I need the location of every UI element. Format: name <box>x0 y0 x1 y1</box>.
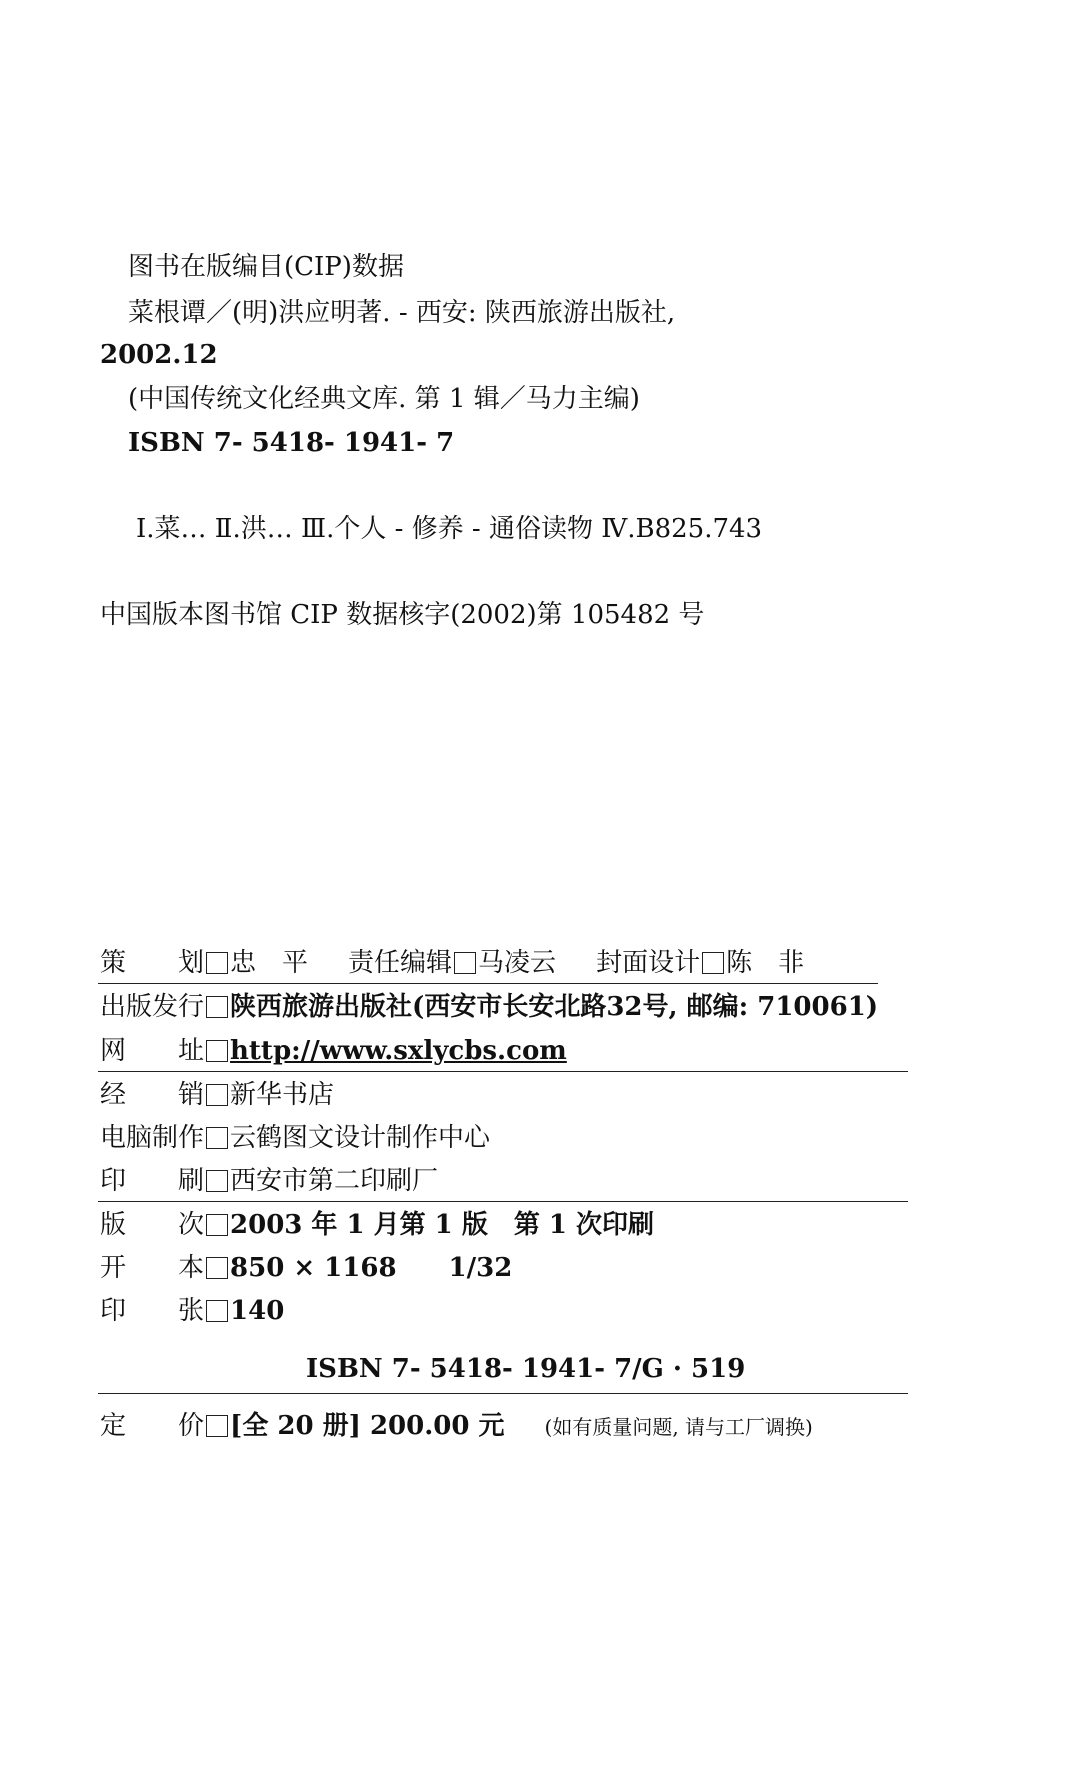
credits-row-staff <box>100 946 804 980</box>
divider <box>98 1393 908 1394</box>
credits-row-printer <box>100 1164 438 1198</box>
cip-verification-line: 中国版本图书馆 CIP 数据核字(2002)第 105482 号 <box>100 600 705 630</box>
credits-row-typesetting <box>100 1121 490 1155</box>
distributor-value: 新华书店 <box>230 1080 335 1110</box>
distributor-label: 经 销 <box>100 1080 205 1110</box>
credits-row-price <box>100 1409 813 1444</box>
divider <box>98 983 878 984</box>
printer-label: 印 刷 <box>100 1166 205 1196</box>
box-icon <box>454 952 476 974</box>
price-value: [全 20 册] 200.00 元 <box>230 1411 505 1441</box>
sheets-label: 印 张 <box>100 1296 205 1326</box>
planner-value: 忠 平 <box>230 948 309 978</box>
cip-date-line: 2002.12 <box>100 340 218 370</box>
box-icon <box>206 996 228 1018</box>
edition-label: 版 次 <box>100 1210 205 1240</box>
publisher-value: 陕西旅游出版社(西安市长安北路32号, 邮编: 710061) <box>230 992 879 1022</box>
divider <box>98 1201 908 1202</box>
box-icon <box>206 952 228 974</box>
cip-title-line: 菜根谭／(明)洪应明著. - 西安: 陕西旅游出版社, <box>128 298 676 328</box>
website-label: 网 址 <box>100 1036 205 1066</box>
cip-classification-line: Ⅰ.菜… Ⅱ.洪… Ⅲ.个人 - 修养 - 通俗读物 Ⅳ.B825.743 <box>136 514 763 544</box>
credits-row-publisher <box>100 990 878 1024</box>
cip-heading: 图书在版编目(CIP)数据 <box>128 252 404 282</box>
divider <box>98 1071 908 1072</box>
editor-label: 责任编辑 <box>348 948 453 978</box>
credits-row-sheets <box>100 1294 284 1328</box>
box-icon <box>206 1127 228 1149</box>
cover-value: 陈 非 <box>726 948 805 978</box>
box-icon <box>206 1170 228 1192</box>
editor-value: 马凌云 <box>478 948 557 978</box>
box-icon <box>206 1300 228 1322</box>
cip-isbn-line: ISBN 7- 5418- 1941- 7 <box>128 428 455 458</box>
edition-value: 2003 年 1 月第 1 版 第 1 次印刷 <box>230 1210 655 1240</box>
price-note: (如有质量问题, 请与工厂调换) <box>544 1415 813 1439</box>
format-value: 850 × 1168 1/32 <box>230 1253 513 1283</box>
planner-label: 策 划 <box>100 948 205 978</box>
box-icon <box>206 1040 228 1062</box>
credits-row-distributor <box>100 1078 334 1112</box>
box-icon <box>206 1084 228 1106</box>
credits-row-website <box>100 1034 567 1068</box>
credits-row-format <box>100 1251 512 1285</box>
box-icon <box>206 1257 228 1279</box>
credits-row-edition <box>100 1208 654 1242</box>
website-link[interactable]: http://www.sxlycbs.com <box>230 1036 567 1066</box>
box-icon <box>206 1214 228 1236</box>
format-label: 开 本 <box>100 1253 205 1283</box>
publisher-label: 出版发行 <box>100 992 205 1022</box>
typesetting-value: 云鹤图文设计制作中心 <box>230 1123 491 1153</box>
printer-value: 西安市第二印刷厂 <box>230 1166 439 1196</box>
box-icon <box>206 1415 228 1437</box>
cover-label: 封面设计 <box>596 948 701 978</box>
box-icon <box>702 952 724 974</box>
typesetting-label: 电脑制作 <box>100 1123 205 1153</box>
isbn-full: ISBN 7- 5418- 1941- 7/G · 519 <box>306 1354 746 1384</box>
cip-series-line: (中国传统文化经典文库. 第 1 辑／马力主编) <box>128 384 640 414</box>
sheets-value: 140 <box>230 1296 285 1326</box>
price-label: 定 价 <box>100 1411 205 1441</box>
